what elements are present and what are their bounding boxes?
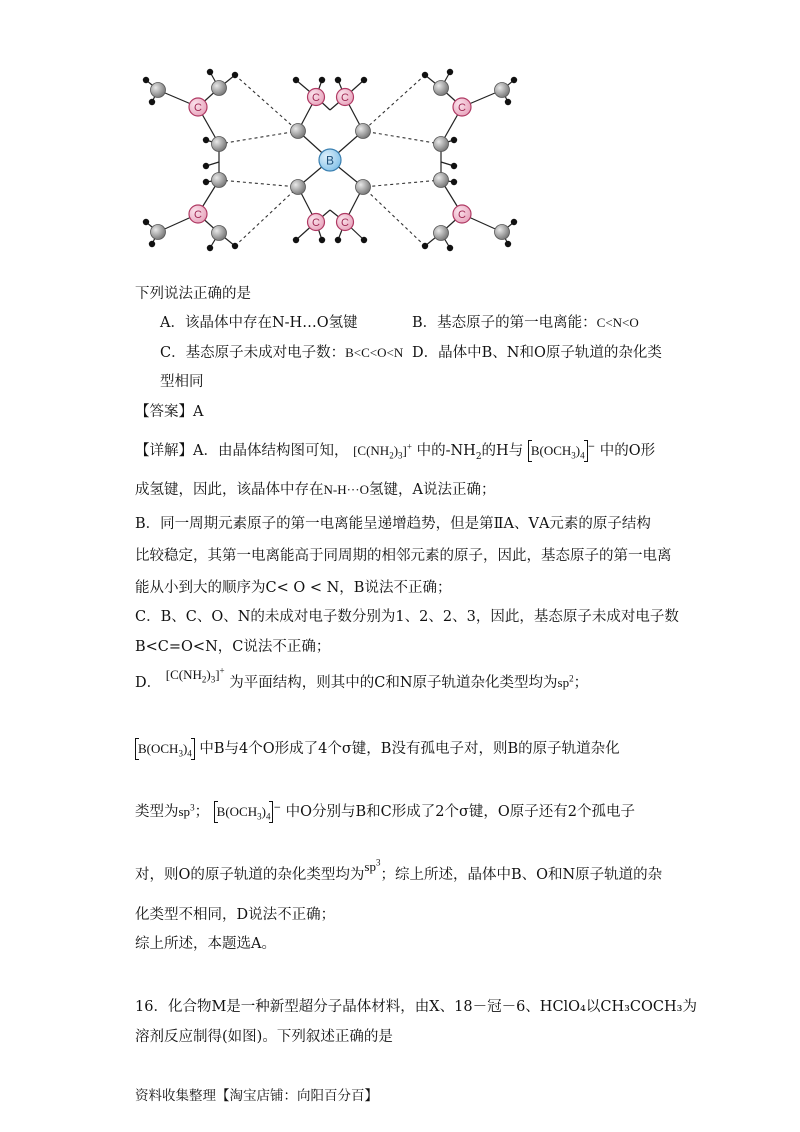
svg-text:C: C	[458, 209, 466, 221]
footer-source: 资料收集整理【淘宝店铺：向阳百分百】	[135, 1088, 378, 1104]
svg-text:C: C	[194, 102, 202, 114]
detail-c-line2: B<C=O<N，C说法不正确；	[135, 639, 331, 655]
detail-d-line4: 对，则O的原子轨道的杂化类型均为$sp^3$；综上所述，晶体中B、O和N原子轨道的杂	[135, 857, 663, 883]
detail-d-line3: 类型为$sp^3$； $B(OCH_3)_4^-$ 中O分别与B和C形成了2个σ键，O原子还有2个孤电子	[135, 802, 635, 822]
detail-c-line1: C．B、C、O、N的未成对电子数分别为1、2、2、3，因此，基态原子未成对电子数	[135, 609, 679, 625]
svg-text:C: C	[312, 217, 320, 229]
detail-conclusion: 综上所述，本题选A。	[135, 936, 276, 952]
anion-formula: $B(OCH_3)_4$	[528, 440, 588, 462]
svg-text:B: B	[325, 153, 335, 168]
detail-b-line3: 能从小到大的顺序为C< O < N，B说法不正确；	[135, 580, 452, 596]
detail-a-line2: 成氢键，因此，该晶体中存在N-H···O氢键，A说法正确；	[135, 482, 496, 498]
option-d: D．晶体中B、N和O原子轨道的杂化类	[412, 345, 662, 361]
svg-text:C: C	[341, 217, 349, 229]
detail-b-line2: 比较稳定，其第一电离能高于同周期的相邻元素的原子，因此，基态原子的第一电离	[135, 548, 672, 564]
svg-text:C: C	[458, 102, 466, 114]
question-stem: 下列说法正确的是	[135, 286, 251, 302]
answer-label: 【答案】A	[135, 404, 204, 420]
crystal-structure-figure	[0, 0, 800, 270]
option-d-continued: 型相同	[160, 374, 204, 390]
option-c: C．基态原子未成对电子数：B<C<O<N	[160, 345, 404, 361]
detail-d-line2: $B(OCH_3)_4$ 中B与4个O形成了4个σ键，B没有孤电子对，则B的原子轨道杂化	[135, 738, 620, 760]
question16-line2: 溶剂反应制得(如图)。下列叙述正确的是	[135, 1029, 393, 1045]
option-a: A．该晶体中存在N-H…O氢键	[160, 315, 358, 331]
detail-a-line1: 【详解】A．由晶体结构图可知， $[C(NH_2)_3]^+$ 中的$-NH_2$的H与 $B(OCH_3)_4^-$ 中的O形	[135, 441, 656, 462]
svg-text:C: C	[194, 209, 202, 221]
question16-line1: 16．化合物M是一种新型超分子晶体材料，由X、18－冠－6、HClO₄以CH₃COCH₃为	[135, 999, 697, 1015]
option-b: B．基态原子的第一电离能：C<N<O	[412, 315, 639, 331]
detail-d-line1: D． $[C(NH_2)_3]^+$ 为平面结构，则其中的C和N原子轨道杂化类型均为$sp^2$；	[135, 665, 589, 691]
svg-text:C: C	[341, 92, 349, 104]
svg-text:C: C	[312, 92, 320, 104]
detail-d-line5: 化类型不相同，D说法不正确；	[135, 907, 336, 923]
detail-b-line1: B．同一周期元素原子的第一电离能呈递增趋势，但是第ⅡA、ⅤA元素的原子结构	[135, 516, 651, 532]
